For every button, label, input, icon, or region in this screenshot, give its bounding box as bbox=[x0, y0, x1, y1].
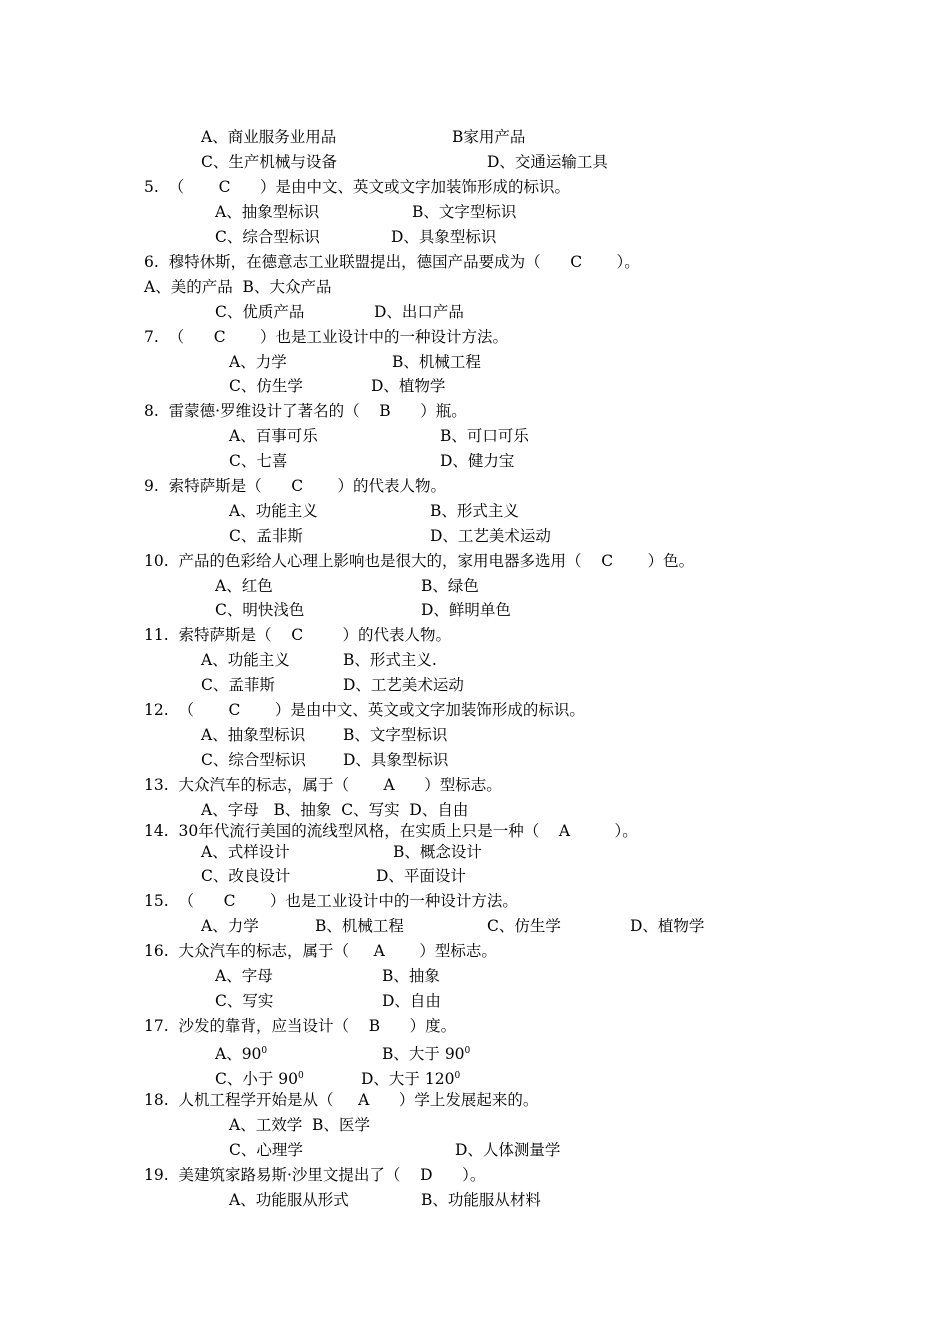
option-text: D、工艺美术运动 bbox=[343, 676, 464, 694]
question-14: 14. 30年代流行美国的流线型风格，在实质上只是一种（ A ）。 bbox=[144, 822, 638, 840]
option-text: C、孟非斯 bbox=[229, 527, 303, 545]
question-17: 17. 沙发的靠背，应当设计（ B ）度。 bbox=[144, 1017, 457, 1035]
question-5: 5. （ C ）是由中文、英文或文字加装饰形成的标识。 bbox=[144, 178, 571, 196]
option-text: D、出口产品 bbox=[374, 303, 464, 321]
option-text: B、机械工程 bbox=[315, 917, 404, 935]
option-text: D、健力宝 bbox=[440, 452, 515, 470]
option-text: C、优质产品 bbox=[215, 303, 305, 321]
option-text: B家用产品 bbox=[452, 128, 526, 146]
option-text: D、植物学 bbox=[371, 377, 446, 395]
option-text: D、具象型标识 bbox=[391, 228, 497, 246]
option-text: A、功能服从形式 bbox=[229, 1191, 349, 1209]
option-text: C、改良设计 bbox=[201, 867, 291, 885]
option-text: C、心理学 bbox=[229, 1141, 303, 1159]
option-text: D、大于 $120^0$ bbox=[361, 1070, 461, 1088]
question-11: 11. 索特萨斯是（ C ）的代表人物。 bbox=[144, 626, 451, 644]
question-7: 7. （ C ）也是工业设计中的一种设计方法。 bbox=[144, 328, 509, 346]
question-6: 6. 穆特休斯，在德意志工业联盟提出，德国产品要成为（ C ）。 bbox=[144, 253, 640, 271]
option-text: A、抽象型标识 bbox=[215, 203, 320, 221]
option-text: C、七喜 bbox=[229, 452, 288, 470]
question-15: 15. （ C ）也是工业设计中的一种设计方法。 bbox=[144, 892, 518, 910]
option-text: C、综合型标识 bbox=[201, 751, 306, 769]
option-text: C、明快浅色 bbox=[215, 601, 305, 619]
option-text: A、红色 bbox=[215, 577, 273, 595]
option-text: C、小于 $90^0$ bbox=[215, 1070, 304, 1088]
option-text: D、鲜明单色 bbox=[421, 601, 511, 619]
question-19: 19. 美建筑家路易斯·沙里文提出了（ D ）。 bbox=[144, 1166, 486, 1184]
option-text: C、孟菲斯 bbox=[201, 676, 275, 694]
question-9: 9. 索特萨斯是（ C ）的代表人物。 bbox=[144, 477, 447, 495]
option-text: A、字母 B、抽象 C、写实 D、自由 bbox=[201, 801, 469, 819]
option-text: D、交通运输工具 bbox=[487, 153, 608, 171]
question-18: 18. 人机工程学开始是从（ A ）学上发展起来的。 bbox=[144, 1091, 539, 1109]
option-text: C、综合型标识 bbox=[215, 228, 320, 246]
option-text: A、美的产品 B、大众产品 bbox=[144, 278, 332, 296]
option-text: A、$90^0$ bbox=[215, 1045, 268, 1063]
option-text: C、写实 bbox=[215, 992, 274, 1010]
question-8: 8. 雷蒙德·罗维设计了著名的（ B ）瓶。 bbox=[144, 402, 467, 420]
option-text: A、百事可乐 bbox=[229, 427, 318, 445]
question-12: 12. （ C ）是由中文、英文或文字加装饰形成的标识。 bbox=[144, 701, 585, 719]
option-text: D、植物学 bbox=[630, 917, 705, 935]
option-text: A、功能主义 bbox=[201, 651, 290, 669]
option-text: B、文字型标识 bbox=[412, 203, 517, 221]
question-10: 10. 产品的色彩给人心理上影响也是很大的，家用电器多选用（ C ）色。 bbox=[144, 552, 695, 570]
option-text: D、工艺美术运动 bbox=[430, 527, 551, 545]
option-text: B、可口可乐 bbox=[440, 427, 529, 445]
question-13: 13. 大众汽车的标志，属于（ A ）型标志。 bbox=[144, 776, 502, 794]
option-text: B、形式主义 bbox=[430, 502, 519, 520]
option-text: B、机械工程 bbox=[392, 353, 481, 371]
option-text: C、仿生学 bbox=[487, 917, 561, 935]
option-text: B、绿色 bbox=[421, 577, 479, 595]
option-text: D、平面设计 bbox=[376, 867, 466, 885]
option-text: B、功能服从材料 bbox=[421, 1191, 541, 1209]
option-text: D、自由 bbox=[382, 992, 441, 1010]
option-text: B、大于 $90^0$ bbox=[382, 1045, 471, 1063]
option-text: A、字母 bbox=[215, 967, 273, 985]
option-text: A、功能主义 bbox=[229, 502, 318, 520]
option-text: A、力学 bbox=[229, 353, 287, 371]
option-text: C、生产机械与设备 bbox=[201, 153, 337, 171]
question-16: 16. 大众汽车的标志，属于（ A ）型标志。 bbox=[144, 942, 497, 960]
option-text: A、力学 bbox=[201, 917, 259, 935]
option-text: D、具象型标识 bbox=[343, 751, 449, 769]
option-text: B、文字型标识 bbox=[343, 726, 448, 744]
option-text: B、抽象 bbox=[382, 967, 440, 985]
option-text: B、形式主义. bbox=[343, 651, 437, 669]
option-text: A、工效学 B、医学 bbox=[229, 1116, 370, 1134]
option-text: A、式样设计 bbox=[201, 843, 290, 861]
option-text: C、仿生学 bbox=[229, 377, 303, 395]
option-text: B、概念设计 bbox=[393, 843, 482, 861]
option-text: A、商业服务业用品 bbox=[201, 128, 337, 146]
option-text: D、人体测量学 bbox=[455, 1141, 561, 1159]
option-text: A、抽象型标识 bbox=[201, 726, 306, 744]
